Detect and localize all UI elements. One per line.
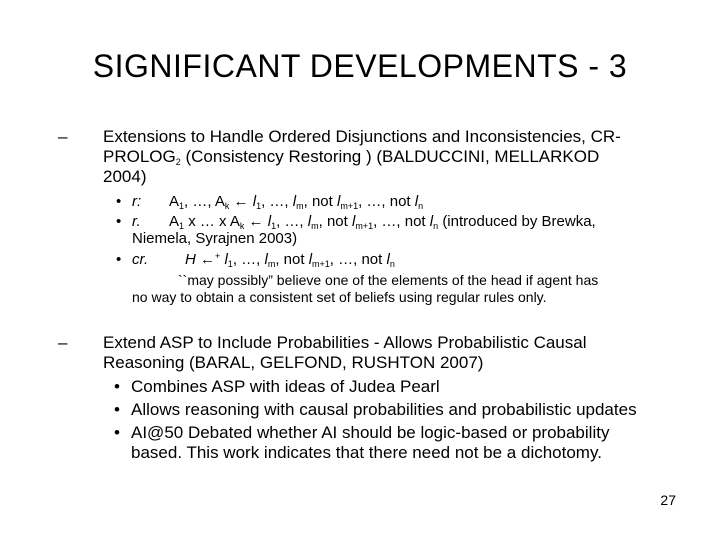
section2-bullet: AI@50 Debated whether AI should be logic-based or probability	[131, 423, 610, 442]
rule-cr-note-line2: no way to obtain a consistent set of beliefs using regular rules only.	[132, 289, 547, 305]
rule-cr-formula: H ←+ $l_1$, …, $l_m$, not $l_{m+1}$, …, not $l_n$	[185, 251, 395, 269]
bullet-icon: •	[114, 423, 120, 442]
section2-heading	[103, 333, 683, 373]
dash-marker: –	[58, 333, 68, 352]
rule-r2-label: r.	[132, 213, 141, 230]
rule-r-label: r:	[132, 193, 142, 210]
rule-r-formula: $A_1$, …, $A_k$ ← $l_1$, …, $l_m$, not $l_{m+1}$, …, not $l_n$	[169, 193, 424, 211]
rule-r2-formula: $A_1$ x … x $A_k$ ← $l_1$, …, $l_m$, not $l_{m+1}$, …, not $l_n$ (introduced by Brewka,	[169, 213, 596, 231]
section2-line1: Extend ASP to Include Probabilities - Allows Probabilistic Causal	[103, 333, 587, 352]
bullet-icon: •	[114, 400, 120, 419]
section2-line2: Reasoning (BARAL, GELFOND, RUSHTON 2007)	[103, 353, 484, 372]
section2-bullet: Allows reasoning with causal probabilities and probabilistic updates	[131, 400, 637, 419]
page-number: 27	[660, 492, 676, 508]
bullet-icon: •	[116, 193, 122, 210]
slide-title: SIGNIFICANT DEVELOPMENTS - 3	[92, 48, 628, 84]
section1-line2: $PROLOG_2$ (Consistency Restoring ) (BALDUCCINI, MELLARKOD	[103, 147, 600, 167]
bullet-icon: •	[116, 251, 122, 268]
dash-marker: –	[58, 127, 68, 146]
section1-line1: Extensions to Handle Ordered Disjunctions and Inconsistencies, CR-	[103, 127, 621, 146]
section1-line3: 2004)	[103, 167, 147, 186]
rule-r2-note: Niemela, Syrajnen 2003)	[132, 230, 298, 247]
rule-cr-label: cr.	[132, 251, 149, 268]
bullet-icon: •	[116, 213, 122, 230]
section1-heading	[103, 127, 663, 187]
section2-bullet-continuation: based. This work indicates that there need not be a dichotomy.	[131, 443, 602, 462]
section2-bullet: Combines ASP with ideas of Judea Pearl	[131, 377, 440, 396]
bullet-icon: •	[114, 377, 120, 396]
rule-cr-note-line1: ``may possibly” believe one of the elements of the head if agent has	[178, 272, 599, 288]
